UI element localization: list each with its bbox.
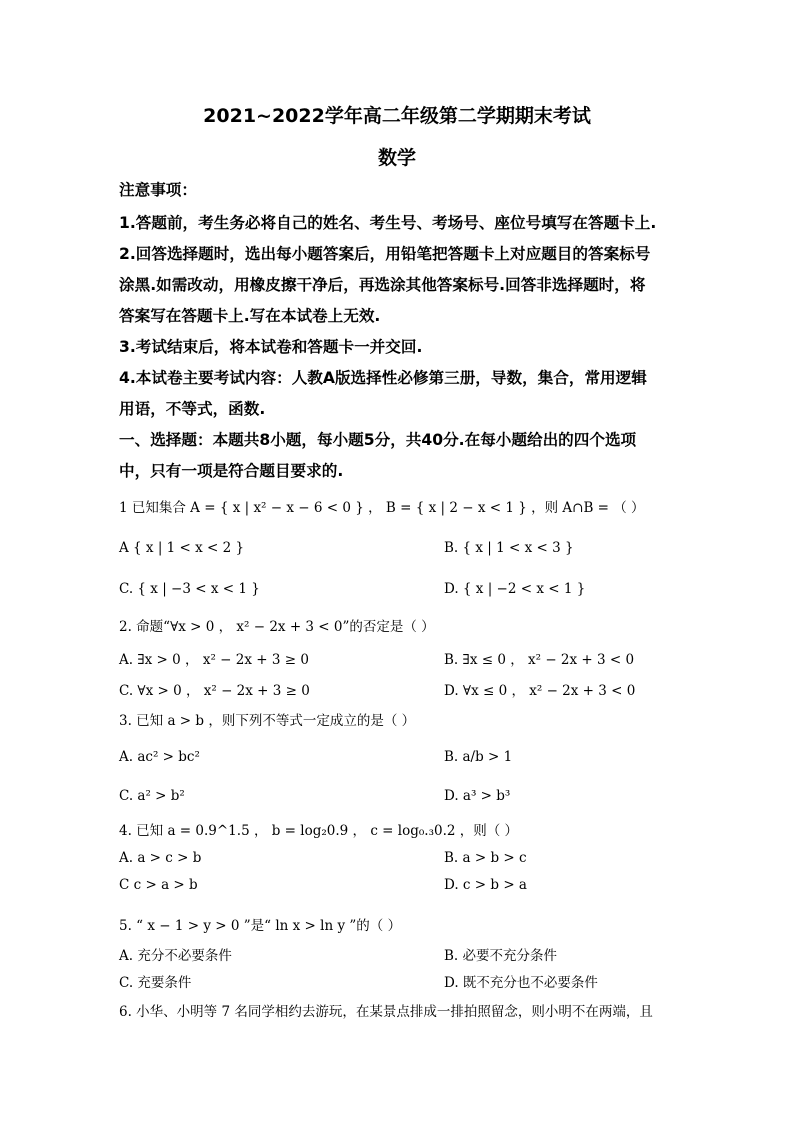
note-line: 答案写在答题卡上.写在本试卷上无效. [119, 307, 381, 325]
question-3-option-a: A. ac² > bc² [119, 749, 200, 765]
question-1-option-b: B. { x | 1 < x < 3 } [444, 540, 574, 556]
question-3-stem: 3. 已知 a > b ，则下列不等式一定成立的是（ ） [119, 713, 416, 729]
question-6-stem: 6. 小华、小明等 7 名同学相约去游玩，在某景点排成一排拍照留念，则小明不在两端，且 [119, 1004, 653, 1020]
section-heading: 一、选择题：本题共8小题，每小题5分，共40分.在每小题给出的四个选项 [119, 431, 637, 449]
question-1-option-d: D. { x | −2 < x < 1 } [444, 581, 586, 597]
question-5-option-d: D. 既不充分也不必要条件 [444, 975, 598, 991]
question-4-option-a: A. a > c > b [119, 850, 202, 866]
question-4-option-d: D. c > b > a [444, 877, 527, 893]
exam-title: 2021~2022学年高二年级第二学期期末考试 [203, 105, 591, 127]
question-5-option-c: C. 充要条件 [119, 975, 192, 991]
question-2-option-c: C. ∀x > 0 ， x² − 2x + 3 ≥ 0 [119, 683, 310, 699]
question-4-option-c: C c > a > b [119, 877, 198, 893]
question-2-option-a: A. ∃x > 0 ， x² − 2x + 3 ≥ 0 [119, 652, 309, 668]
question-3-option-c: C. a² > b² [119, 788, 185, 804]
subject-title: 数学 [377, 147, 416, 169]
question-3-option-d: D. a³ > b³ [444, 788, 511, 804]
question-5-stem: 5. “ x − 1 > y > 0 ”是“ ln x > ln y ”的（ ） [119, 918, 402, 934]
note-line: 用语，不等式，函数. [119, 400, 266, 418]
question-2-stem: 2. 命题“∀x > 0 ， x² − 2x + 3 < 0”的否定是（ ） [119, 619, 435, 635]
note-line: 4.本试卷主要考试内容：人教A版选择性必修第三册，导数，集合，常用逻辑 [119, 369, 647, 387]
note-line: 2.回答选择题时，选出每小题答案后，用铅笔把答题卡上对应题目的答案标号 [119, 245, 651, 263]
question-1-stem: 1 已知集合 A = { x | x² − x − 6 < 0 } ， B = { x | 2 − x < 1 } ，则 A∩B = （ ） [119, 500, 645, 516]
note-line: 1.答题前，考生务必将自己的姓名、考生号、考场号、座位号填写在答题卡上. [119, 214, 657, 232]
note-line: 涂黑.如需改动，用橡皮擦干净后，再选涂其他答案标号.回答非选择题时，将 [119, 276, 646, 294]
question-1-option-a: A { x | 1 < x < 2 } [119, 540, 245, 556]
question-5-option-b: B. 必要不充分条件 [444, 948, 558, 964]
question-2-option-b: B. ∃x ≤ 0 ， x² − 2x + 3 < 0 [444, 652, 635, 668]
question-4-stem: 4. 已知 a = 0.9^1.5 ， b = log₂0.9 ， c = log₀.₃0.2 ，则（ ） [119, 823, 519, 839]
notes-heading: 注意事项： [119, 181, 197, 199]
question-3-option-b: B. a/b > 1 [444, 749, 513, 765]
question-1-option-c: C. { x | −3 < x < 1 } [119, 581, 260, 597]
section-heading: 中，只有一项是符合题目要求的. [119, 462, 344, 480]
question-2-option-d: D. ∀x ≤ 0 ， x² − 2x + 3 < 0 [444, 683, 636, 699]
question-5-option-a: A. 充分不必要条件 [119, 948, 232, 964]
note-line: 3.考试结束后，将本试卷和答题卡一并交回. [119, 338, 423, 356]
question-4-option-b: B. a > b > c [444, 850, 527, 866]
